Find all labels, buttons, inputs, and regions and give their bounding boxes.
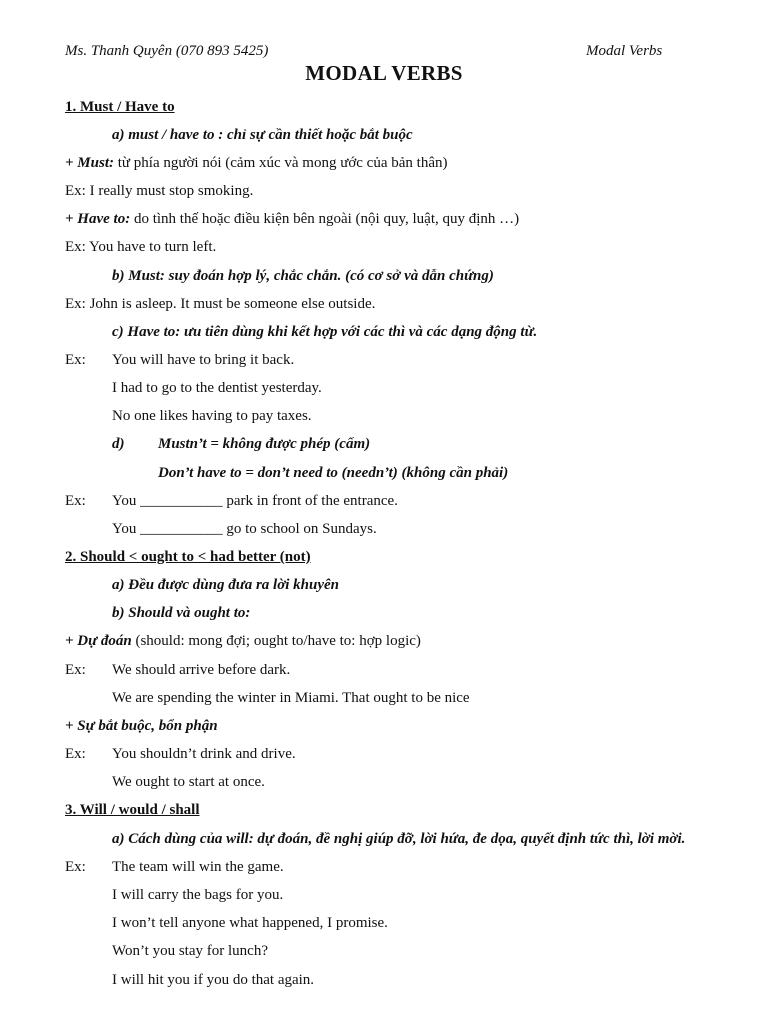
page-title: MODAL VERBS [305,61,463,85]
s2-obligation-rule: + Sự bắt buộc, bổn phận [65,718,218,734]
example-label: Ex: [65,746,86,762]
have-to-text: do tình thế hoặc điều kiện bên ngoài (nội quy, luật, quy định …) [130,211,520,227]
must-text: từ phía người nói (cảm xúc và mong ước của bản thân) [113,155,448,171]
s2-prediction-rule [65,632,421,650]
s1-must-rule [65,154,447,172]
s3-subheading-a: a) Cách dùng của will: dự đoán, đề nghị giúp đỡ, lời hứa, đe dọa, quyết định tức thì, lời mời. [112,831,686,847]
header-author: Ms. Thanh Quyên (070 893 5425) [65,43,269,59]
s1-subheading-c: c) Have to: ưu tiên dùng khi kết hợp với các thì và các dạng động từ. [112,324,538,340]
s1-subheading-d-label: d) [112,436,125,452]
s2-prediction-example-1: We should arrive before dark. [112,662,291,678]
example-label: Ex: [65,859,86,875]
example-label: Ex: [65,493,86,509]
s1-dont-have-to-rule: Don’t have to = don’t need to (needn’t) (không cần phải) [158,465,509,481]
s1-c-example-2: I had to go to the dentist yesterday. [112,380,322,396]
prediction-label: + Dự đoán [65,633,132,649]
s3-example-1: The team will win the game. [112,859,284,875]
must-label: + Must: [65,155,114,171]
s1-d-exercise-2: You ___________ go to school on Sundays. [112,521,377,537]
section-2-heading: 2. Should < ought to < had better (not) [65,549,311,565]
header-topic: Modal Verbs [586,43,663,59]
section-3-heading: 3. Will / would / shall [65,802,200,818]
s1-have-to-rule [65,210,519,228]
s3-example-4: Won’t you stay for lunch? [112,943,268,959]
s1-c-example-1: You will have to bring it back. [112,352,295,368]
s2-obligation-example-2: We ought to start at once. [112,774,265,790]
s1-subheading-a: a) must / have to : chỉ sự cần thiết hoặc bắt buộc [112,127,413,143]
s1-subheading-b: b) Must: suy đoán hợp lý, chắc chắn. (có cơ sở và dẫn chứng) [112,268,494,284]
s1-example-3: Ex: John is asleep. It must be someone else outside. [65,296,376,312]
s1-example-2: Ex: You have to turn left. [65,239,217,255]
s3-example-5: I will hit you if you do that again. [112,972,315,988]
s2-obligation-example-1: You shouldn’t drink and drive. [112,746,296,762]
s1-c-example-3: No one likes having to pay taxes. [112,408,312,424]
s3-example-3: I won’t tell anyone what happened, I promise. [112,915,388,931]
s3-example-2: I will carry the bags for you. [112,887,284,903]
have-to-label: + Have to: [65,211,131,227]
s1-example-1: Ex: I really must stop smoking. [65,183,254,199]
s2-prediction-example-2: We are spending the winter in Miami. That ought to be nice [112,690,470,706]
s1-mustnt-rule: Mustn’t = không được phép (cấm) [158,436,371,452]
s2-subheading-a: a) Đều được dùng đưa ra lời khuyên [112,577,340,593]
prediction-text: (should: mong đợi; ought to/have to: hợp logic) [131,633,421,649]
s1-d-exercise-1: You ___________ park in front of the entrance. [112,493,398,509]
example-label: Ex: [65,352,86,368]
example-label: Ex: [65,662,86,678]
section-1-heading: 1. Must / Have to [65,99,175,115]
s2-subheading-b: b) Should và ought to: [112,605,251,621]
